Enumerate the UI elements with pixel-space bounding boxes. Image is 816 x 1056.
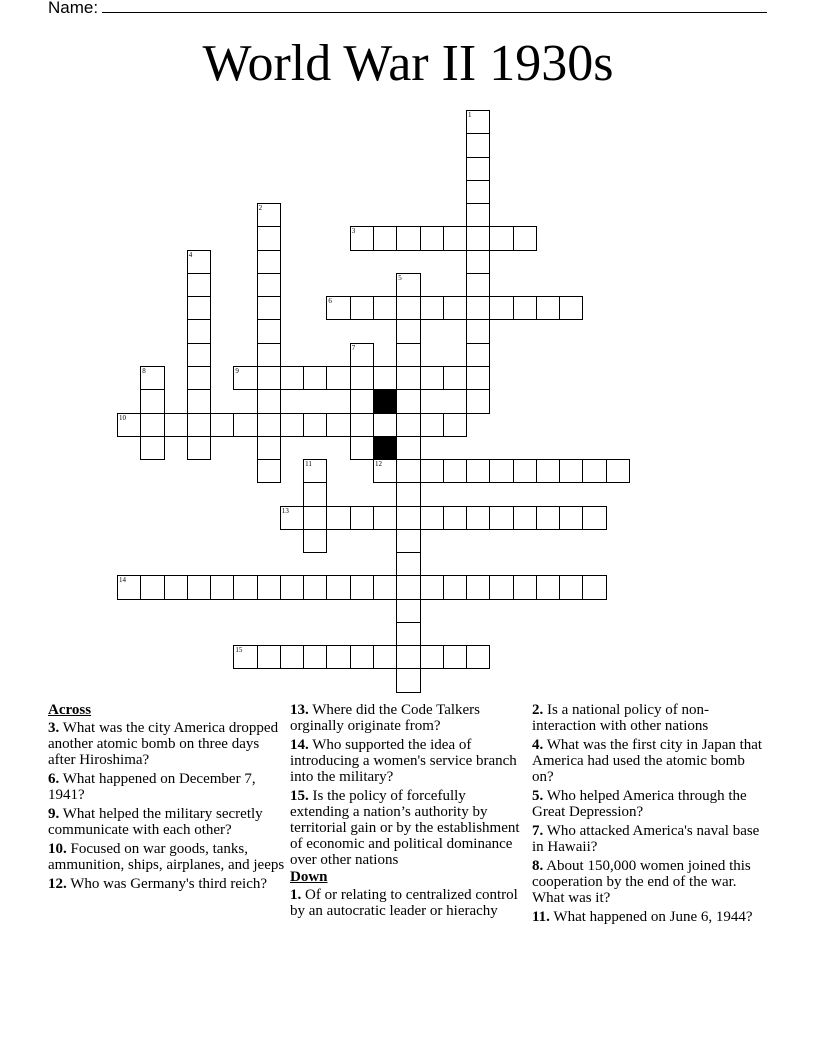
grid-cell[interactable] xyxy=(443,296,467,320)
clue-number: 13 xyxy=(281,506,289,515)
grid-cell[interactable] xyxy=(257,436,281,460)
grid-cell[interactable] xyxy=(443,645,467,669)
clue-number: 7. xyxy=(532,823,544,839)
clue-text: What was the city America dropped another atomic bomb on three days after Hiroshima? xyxy=(48,720,279,768)
clue-number: 9. xyxy=(48,806,60,822)
grid-cell[interactable] xyxy=(396,575,420,599)
grid-cell[interactable] xyxy=(373,506,397,530)
grid-cell[interactable] xyxy=(350,366,374,390)
grid-cell[interactable] xyxy=(536,506,560,530)
grid-cell[interactable] xyxy=(280,413,304,437)
grid-cell[interactable] xyxy=(536,296,560,320)
grid-cell[interactable] xyxy=(373,226,397,250)
clue-text: What happened on June 6, 1944? xyxy=(553,909,753,925)
black-cell xyxy=(373,389,397,413)
grid-cell[interactable] xyxy=(466,389,490,413)
grid-cell[interactable] xyxy=(187,389,211,413)
grid-cell[interactable] xyxy=(489,226,513,250)
clue-number: 10 xyxy=(119,413,126,422)
grid-cell[interactable] xyxy=(396,366,420,390)
clue-column-2 xyxy=(290,702,528,922)
clue-number: 10. xyxy=(48,841,67,857)
grid-cell[interactable] xyxy=(420,459,444,483)
grid-cell[interactable] xyxy=(303,482,327,506)
grid-cell[interactable] xyxy=(140,389,164,413)
clue-number: 8. xyxy=(532,858,544,874)
grid-cell[interactable] xyxy=(187,575,211,599)
grid-cell[interactable] xyxy=(210,413,234,437)
black-cell xyxy=(373,436,397,460)
grid-cell[interactable] xyxy=(164,413,188,437)
grid-cell[interactable] xyxy=(466,575,490,599)
grid-cell[interactable] xyxy=(582,506,606,530)
grid-cell[interactable] xyxy=(396,668,420,692)
grid-cell[interactable] xyxy=(443,413,467,437)
clue-number: 14 xyxy=(119,576,126,585)
grid-cell[interactable] xyxy=(257,273,281,297)
grid-cell[interactable] xyxy=(187,343,211,367)
clue-text: Who supported the idea of introducing a women's service branch into the military? xyxy=(290,737,517,785)
clue-across-item xyxy=(290,788,528,868)
clue-number: 14. xyxy=(290,737,309,753)
clue-down-item xyxy=(532,858,770,906)
grid-cell[interactable] xyxy=(559,506,583,530)
grid-cell[interactable] xyxy=(257,296,281,320)
clue-number: 5 xyxy=(398,273,402,282)
clue-number: 3. xyxy=(48,720,60,736)
grid-cell[interactable] xyxy=(466,506,490,530)
grid-cell[interactable] xyxy=(420,296,444,320)
grid-cell[interactable] xyxy=(489,296,513,320)
grid-cell[interactable] xyxy=(326,296,350,320)
clue-text: Who helped America through the Great Depression? xyxy=(532,788,747,820)
grid-cell[interactable] xyxy=(187,319,211,343)
clue-text: About 150,000 women joined this cooperation by the end of the war. What was it? xyxy=(532,858,751,906)
grid-cell[interactable] xyxy=(582,459,606,483)
grid-cell[interactable] xyxy=(350,389,374,413)
grid-cell[interactable] xyxy=(326,366,350,390)
grid-cell[interactable] xyxy=(326,413,350,437)
grid-cell[interactable] xyxy=(350,226,374,250)
grid-cell[interactable] xyxy=(443,366,467,390)
clue-number: 12. xyxy=(48,876,67,892)
clue-text: Who attacked America's naval base in Hawaii? xyxy=(532,823,760,855)
across-heading: Across xyxy=(48,702,92,718)
clue-number: 6. xyxy=(48,771,60,787)
name-field[interactable] xyxy=(48,0,767,18)
grid-cell[interactable] xyxy=(396,273,420,297)
grid-cell[interactable] xyxy=(559,296,583,320)
clue-across-item xyxy=(48,720,286,768)
grid-cell[interactable] xyxy=(466,296,490,320)
grid-cell[interactable] xyxy=(233,645,257,669)
grid-cell[interactable] xyxy=(466,250,490,274)
grid-cell[interactable] xyxy=(257,366,281,390)
grid-cell[interactable] xyxy=(187,413,211,437)
clue-across-item xyxy=(48,841,286,873)
clue-column-3 xyxy=(532,702,770,928)
grid-cell[interactable] xyxy=(466,645,490,669)
grid-cell[interactable] xyxy=(326,506,350,530)
grid-cell[interactable] xyxy=(466,133,490,157)
grid-cell[interactable] xyxy=(396,459,420,483)
clue-down-item xyxy=(532,788,770,820)
grid-cell[interactable] xyxy=(443,506,467,530)
grid-cell[interactable] xyxy=(117,575,141,599)
grid-cell[interactable] xyxy=(373,366,397,390)
grid-cell[interactable] xyxy=(257,459,281,483)
grid-cell[interactable] xyxy=(257,343,281,367)
grid-cell[interactable] xyxy=(117,413,141,437)
grid-cell[interactable] xyxy=(466,203,490,227)
grid-cell[interactable] xyxy=(257,203,281,227)
clue-across-item xyxy=(48,771,286,803)
grid-cell[interactable] xyxy=(466,180,490,204)
grid-cell[interactable] xyxy=(350,413,374,437)
grid-cell[interactable] xyxy=(187,250,211,274)
grid-cell[interactable] xyxy=(420,226,444,250)
clue-number: 2 xyxy=(258,204,263,213)
clue-number: 8 xyxy=(142,366,146,375)
grid-cell[interactable] xyxy=(536,575,560,599)
grid-cell[interactable] xyxy=(443,459,467,483)
clue-down-item xyxy=(532,702,770,734)
grid-cell[interactable] xyxy=(303,575,327,599)
clue-text: What happened on December 7, 1941? xyxy=(48,771,256,803)
grid-cell[interactable] xyxy=(350,436,374,460)
grid-cell[interactable] xyxy=(373,459,397,483)
grid-cell[interactable] xyxy=(396,529,420,553)
clue-text: Of or relating to centralized control by an autocratic leader or hierachy xyxy=(290,887,518,919)
grid-cell[interactable] xyxy=(396,413,420,437)
grid-cell[interactable] xyxy=(513,226,537,250)
grid-cell[interactable] xyxy=(350,645,374,669)
clue-number: 2. xyxy=(532,702,544,718)
grid-cell[interactable] xyxy=(373,575,397,599)
grid-cell[interactable] xyxy=(257,250,281,274)
grid-cell[interactable] xyxy=(326,645,350,669)
clue-number: 13. xyxy=(290,702,309,718)
grid-cell[interactable] xyxy=(140,575,164,599)
clue-text: Where did the Code Talkers orginally originate from? xyxy=(290,702,481,734)
down-heading: Down xyxy=(290,869,328,885)
grid-cell[interactable] xyxy=(559,575,583,599)
grid-cell[interactable] xyxy=(420,575,444,599)
clue-down-item xyxy=(532,909,770,925)
grid-cell[interactable] xyxy=(513,459,537,483)
clue-text: Is a national policy of non-interaction with other nations xyxy=(532,702,710,734)
grid-cell[interactable] xyxy=(280,575,304,599)
grid-cell[interactable] xyxy=(257,319,281,343)
clue-number: 4. xyxy=(532,737,544,753)
grid-cell[interactable] xyxy=(396,343,420,367)
grid-cell[interactable] xyxy=(466,273,490,297)
grid-cell[interactable] xyxy=(233,366,257,390)
clue-text: Focused on war goods, tanks, ammunition, ships, airplanes, and jeeps xyxy=(48,841,285,873)
grid-cell[interactable] xyxy=(303,459,327,483)
grid-cell[interactable] xyxy=(420,366,444,390)
grid-cell[interactable] xyxy=(466,226,490,250)
clue-down-item xyxy=(290,887,528,919)
grid-cell[interactable] xyxy=(350,575,374,599)
grid-cell[interactable] xyxy=(350,296,374,320)
page-title: World War II 1930s xyxy=(202,35,614,92)
clue-down-item xyxy=(532,823,770,855)
grid-cell[interactable] xyxy=(466,319,490,343)
grid-cell[interactable] xyxy=(257,575,281,599)
clue-text: Is the policy of forcefully extending a nation’s authority by territorial gain or by the establishment of economic and political dominance over other nations xyxy=(290,788,520,868)
clue-number: 5. xyxy=(532,788,544,804)
grid-cell[interactable] xyxy=(140,436,164,460)
grid-cell[interactable] xyxy=(140,413,164,437)
clue-number: 3 xyxy=(351,227,356,236)
clue-across-item xyxy=(290,702,528,734)
clue-column-1 xyxy=(48,702,286,895)
clue-across-item xyxy=(48,806,286,838)
grid-cell[interactable] xyxy=(466,157,490,181)
clue-text: What was the first city in Japan that America had used the atomic bomb on? xyxy=(532,737,763,785)
grid-cell[interactable] xyxy=(280,506,304,530)
clue-number: 4 xyxy=(188,250,193,259)
grid-cell[interactable] xyxy=(536,459,560,483)
grid-cell[interactable] xyxy=(257,413,281,437)
grid-cell[interactable] xyxy=(326,575,350,599)
grid-cell[interactable] xyxy=(187,366,211,390)
grid-cell[interactable] xyxy=(210,575,234,599)
grid-cell[interactable] xyxy=(257,645,281,669)
clue-number: 9 xyxy=(235,366,239,375)
clue-number: 11. xyxy=(532,909,550,925)
grid-cell[interactable] xyxy=(420,506,444,530)
grid-cell[interactable] xyxy=(303,645,327,669)
grid-cell[interactable] xyxy=(303,529,327,553)
name-label: Name: xyxy=(48,0,99,17)
grid-cell[interactable] xyxy=(466,459,490,483)
grid-cell[interactable] xyxy=(466,343,490,367)
grid-cell[interactable] xyxy=(350,506,374,530)
grid-cell[interactable] xyxy=(489,575,513,599)
grid-cell[interactable] xyxy=(606,459,630,483)
grid-cell[interactable] xyxy=(420,645,444,669)
grid-cell[interactable] xyxy=(396,599,420,623)
grid-cell[interactable] xyxy=(303,506,327,530)
grid-cell[interactable] xyxy=(396,226,420,250)
clue-across-item xyxy=(290,737,528,785)
clue-number: 15. xyxy=(290,788,309,804)
grid-cell[interactable] xyxy=(257,226,281,250)
clue-number: 11 xyxy=(305,460,312,469)
grid-cell[interactable] xyxy=(187,296,211,320)
name-blank[interactable] xyxy=(102,0,767,13)
grid-cell[interactable] xyxy=(396,482,420,506)
grid-cell[interactable] xyxy=(513,506,537,530)
grid-cell[interactable] xyxy=(582,575,606,599)
grid-cell[interactable] xyxy=(187,273,211,297)
grid-cell[interactable] xyxy=(373,413,397,437)
grid-cell[interactable] xyxy=(559,459,583,483)
grid-cell[interactable] xyxy=(396,319,420,343)
clue-number: 1. xyxy=(290,887,302,903)
clue-number: 6 xyxy=(328,297,332,306)
clue-text: What helped the military secretly communicate with each other? xyxy=(48,806,263,838)
grid-cell[interactable] xyxy=(280,645,304,669)
grid-cell[interactable] xyxy=(466,366,490,390)
grid-cell[interactable] xyxy=(396,389,420,413)
grid-cell[interactable] xyxy=(257,389,281,413)
grid-cell[interactable] xyxy=(373,645,397,669)
grid-cell[interactable] xyxy=(420,413,444,437)
grid-cell[interactable] xyxy=(489,459,513,483)
grid-cell[interactable] xyxy=(513,296,537,320)
grid-cell[interactable] xyxy=(443,575,467,599)
clue-number: 1 xyxy=(468,111,472,119)
grid-cell[interactable] xyxy=(396,296,420,320)
grid-cell[interactable] xyxy=(443,226,467,250)
grid-cell[interactable] xyxy=(466,110,490,134)
grid-cell[interactable] xyxy=(396,645,420,669)
clue-number: 15 xyxy=(235,646,243,655)
grid-cell[interactable] xyxy=(187,436,211,460)
grid-cell[interactable] xyxy=(489,506,513,530)
grid-cell[interactable] xyxy=(164,575,188,599)
grid-cell[interactable] xyxy=(513,575,537,599)
grid-cell[interactable] xyxy=(233,575,257,599)
clue-across-item xyxy=(48,876,286,892)
grid-cell[interactable] xyxy=(396,506,420,530)
grid-cell[interactable] xyxy=(140,366,164,390)
clue-number: 7 xyxy=(351,343,356,352)
grid-cell[interactable] xyxy=(350,343,374,367)
grid-cell[interactable] xyxy=(303,366,327,390)
clue-text: Who was Germany's third reich? xyxy=(70,876,268,892)
grid-cell[interactable] xyxy=(233,413,257,437)
clue-down-item xyxy=(532,737,770,785)
grid-cell[interactable] xyxy=(280,366,304,390)
grid-cell[interactable] xyxy=(396,622,420,646)
grid-cell[interactable] xyxy=(303,413,327,437)
grid-cell[interactable] xyxy=(396,552,420,576)
grid-cell[interactable] xyxy=(396,436,420,460)
clue-number: 12 xyxy=(374,460,382,469)
grid-cell[interactable] xyxy=(373,296,397,320)
